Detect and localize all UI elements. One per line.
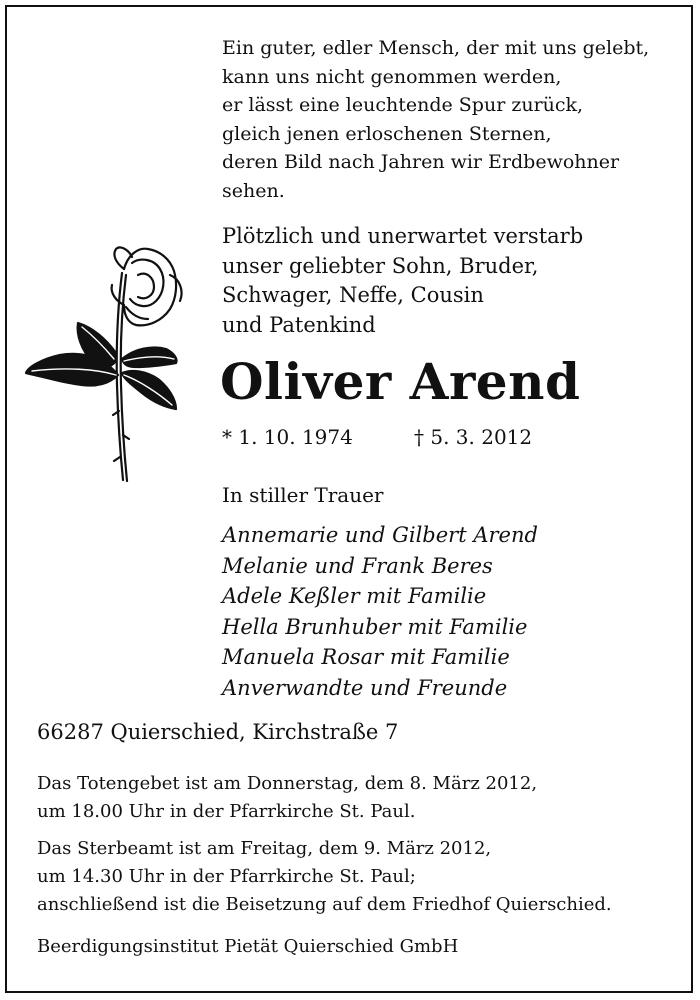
mourner-entry: Anverwandte und Freunde	[222, 675, 508, 700]
death-date: † 5. 3. 2012	[414, 425, 533, 449]
announcement-intro	[222, 222, 583, 340]
requiem-line: um 14.30 Uhr in der Pfarrkirche St. Paul;	[37, 866, 416, 887]
verse-line: sehen.	[222, 179, 285, 202]
intro-line: unser geliebter Sohn, Bruder,	[222, 253, 539, 278]
verse-line: kann uns nicht genommen werden,	[222, 65, 562, 88]
mourning-heading: In stiller Trauer	[222, 483, 384, 507]
verse-line: deren Bild nach Jahren wir Erdbewohner	[222, 151, 620, 173]
deceased-name: Oliver Arend	[220, 352, 581, 411]
intro-line: Plötzlich und unerwartet verstarb	[222, 224, 584, 248]
mourner-entry: Hella Brunhuber mit Familie	[222, 614, 528, 639]
mourners-list	[222, 520, 538, 703]
mourner-entry: Manuela Rosar mit Familie	[222, 645, 510, 669]
mourner-entry: Adele Keßler mit Familie	[222, 584, 487, 608]
prayer-service-info	[37, 770, 537, 826]
verse-line: er lässt eine leuchtende Spur zurück,	[222, 94, 584, 116]
life-dates	[222, 425, 533, 449]
funeral-home: Beerdigungsinstitut Pietät Quierschied GmbH	[37, 936, 459, 957]
requiem-mass-info	[37, 835, 612, 919]
mourner-entry: Annemarie und Gilbert Arend	[222, 523, 538, 547]
family-address: 66287 Quierschied, Kirchstraße 7	[37, 720, 399, 744]
prayer-line: Das Totengebet ist am Donnerstag, dem 8. März 2012,	[37, 773, 538, 794]
rose-icon	[20, 235, 200, 485]
intro-line: und Patenkind	[222, 312, 376, 337]
birth-date: * 1. 10. 1974	[222, 425, 353, 449]
requiem-line: anschließend ist die Beisetzung auf dem Friedhof Quierschied.	[37, 894, 612, 915]
prayer-line: um 18.00 Uhr in der Pfarrkirche St. Paul.	[37, 801, 416, 822]
requiem-line: Das Sterbeamt ist am Freitag, dem 9. März 2012,	[37, 838, 492, 859]
verse-line: gleich jenen erloschenen Sternen,	[222, 122, 552, 145]
verse-line: Ein guter, edler Mensch, der mit uns gelebt,	[222, 37, 650, 59]
mourner-entry: Melanie und Frank Beres	[222, 553, 493, 578]
memorial-verse	[222, 34, 649, 205]
intro-line: Schwager, Neffe, Cousin	[222, 283, 484, 307]
